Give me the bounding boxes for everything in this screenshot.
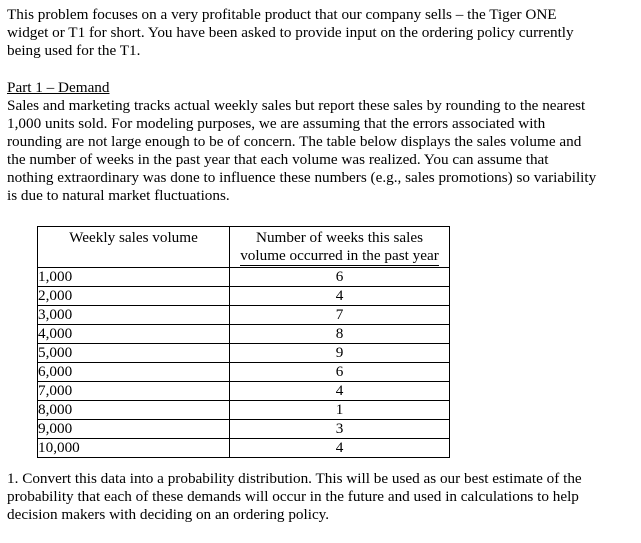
weeks-cell: 6	[230, 268, 450, 287]
volume-cell: 4,000	[38, 325, 230, 344]
table-row	[38, 401, 450, 420]
volume-cell: 1,000	[38, 268, 230, 287]
weeks-cell: 8	[230, 325, 450, 344]
part1-body-paragraph: Sales and marketing tracks actual weekly sales but report these sales by rounding to the nearest 1,000 units sold. For modeling purposes, we are assuming that the errors associated with rounding are not large enough to be of concern. The table below displays the sales volume and the number of weeks in the past year that each volume was realized. You can assume that nothing extraordinary was done to influence these numbers (e.g., sales promotions) so variability is due to natural market fluctuations.	[7, 97, 597, 204]
weeks-cell: 4	[230, 439, 450, 458]
table-row	[38, 325, 450, 344]
intro-paragraph: This problem focuses on a very profitable product that our company sells – the Tiger ONE widget or T1 for short. You have been asked to provide input on the ordering policy currently being used for the T1.	[7, 6, 574, 59]
weeks-cell: 4	[230, 382, 450, 401]
weeks-cell: 4	[230, 287, 450, 306]
weekly-sales-volume-header: Weekly sales volume	[38, 227, 230, 268]
volume-cell: 6,000	[38, 363, 230, 382]
table-row	[38, 268, 450, 287]
question-paragraph: 1. Convert this data into a probability distribution. This will be used as our best estimate of the probability that each of these demands will occur in the future and used in calculations to help decision makers with deciding on an ordering policy.	[7, 470, 582, 523]
weeks-header-line2: volume occurred in the past year	[240, 247, 439, 264]
table-row	[38, 420, 450, 439]
table-row	[38, 287, 450, 306]
volume-cell: 5,000	[38, 344, 230, 363]
weeks-cell: 1	[230, 401, 450, 420]
table-row	[38, 363, 450, 382]
table-row	[38, 306, 450, 325]
weeks-cell: 7	[230, 306, 450, 325]
part1-heading: Part 1 – Demand	[7, 79, 110, 96]
table-row	[38, 344, 450, 363]
table-row	[38, 439, 450, 458]
weeks-header-line1: Number of weeks this sales	[255, 229, 424, 246]
weeks-cell: 9	[230, 344, 450, 363]
volume-cell: 2,000	[38, 287, 230, 306]
volume-cell: 10,000	[38, 439, 230, 458]
weeks-cell: 6	[230, 363, 450, 382]
volume-cell: 3,000	[38, 306, 230, 325]
table-row	[38, 382, 450, 401]
volume-cell: 9,000	[38, 420, 230, 439]
volume-cell: 8,000	[38, 401, 230, 420]
volume-cell: 7,000	[38, 382, 230, 401]
sales-volume-table	[37, 226, 450, 458]
weeks-cell: 3	[230, 420, 450, 439]
table-header-row	[38, 227, 450, 268]
weeks-occurred-header	[230, 227, 450, 268]
